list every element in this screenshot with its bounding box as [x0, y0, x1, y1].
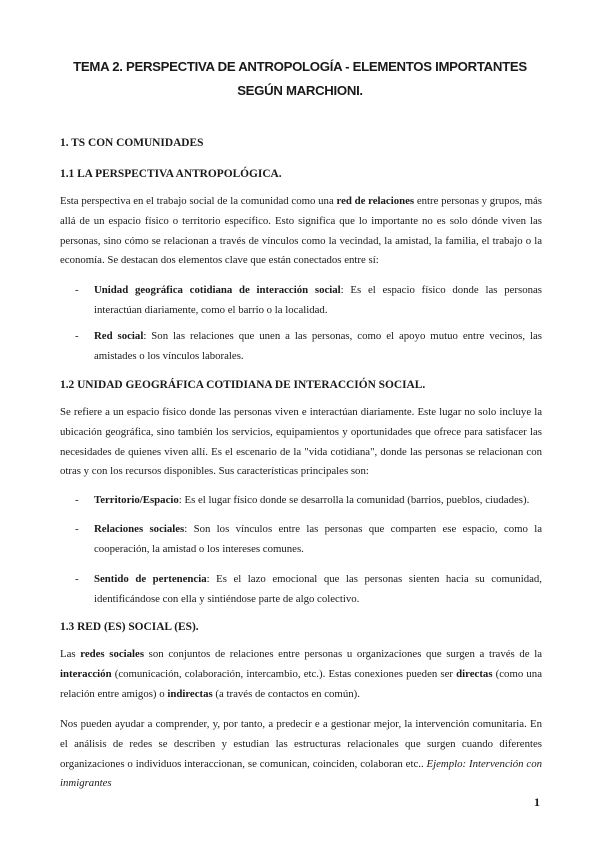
bullet-marker: -	[75, 523, 79, 535]
subsection-heading-1-2: 1.2 UNIDAD GEOGRÁFICA COTIDIANA DE INTERACCIÓN SOCIAL.	[60, 379, 426, 391]
title-line-2: SEGÚN MARCHIONI.	[237, 83, 363, 98]
subsection-heading-1-1: 1.1 LA PERSPECTIVA ANTROPOLÓGICA.	[60, 168, 282, 180]
section-heading-1: 1. TS CON COMUNIDADES	[60, 137, 204, 149]
subsection-heading-1-3: 1.3 RED (ES) SOCIAL (ES).	[60, 621, 199, 633]
page-number: 1	[534, 795, 540, 809]
bullet-item: Unidad geográfica cotidiana de interacción social: Es el espacio físico donde las personas interactúan diariamente, como el barrio o la localidad.	[94, 284, 542, 316]
bullet-marker: -	[75, 573, 79, 585]
document-title	[60, 55, 540, 103]
bullet-item: Red social: Son las relaciones que unen a las personas, como el apoyo mutuo entre vecinos, las amistades o los vínculos laborales.	[94, 330, 542, 362]
paragraph-1-3-b: Nos pueden ayudar a comprender, y, por tanto, a predecir e a gestionar mejor, la intervención comunitaria. En el análisis de redes se describen y estudian las estructuras relacionales que surgen cuando diferentes organizaciones o individuos interaccionan, se comunican, coinciden, colaboran etc.. Ejemplo: Intervención con inmigrantes	[60, 718, 543, 790]
example-note: Ejemplo: Intervención con inmigrantes	[60, 757, 543, 790]
paragraph-1-3-a: Las redes sociales son conjuntos de relaciones entre personas u organizaciones que surgen a través de la interacción (comunicación, colaboración, intercambio, etc.). Estas conexiones pueden ser directas (como una relación entre amigos) o indirectas (a través de contactos en común).	[60, 648, 542, 700]
bullet-marker: -	[75, 284, 79, 296]
paragraph-1-2: Se refiere a un espacio físico donde las personas viven e interactúan diariamente. Este lugar no solo incluye la ubicación geográfica, sino también los servicios, equipamientos y oportunidades que ofrece para satisfacer las necesidades de quienes viven allí. Es el escenario de la "vida cotidiana", donde las personas se relacionan con otras y con los recursos disponibles. Sus características principales son:	[60, 406, 542, 478]
bullet-item: Relaciones sociales: Son los vínculos entre las personas que comparten ese espacio, como la cooperación, la amistad o los intereses comunes.	[94, 523, 542, 555]
bullet-item: Sentido de pertenencia: Es el lazo emocional que las personas sienten hacia su comunidad, identificándose con ella y sintiéndose parte de algo colectivo.	[94, 573, 542, 605]
bullet-marker: -	[75, 494, 79, 506]
emphasis-red-de-relaciones: red de relaciones	[336, 195, 415, 207]
bullet-marker: -	[75, 330, 79, 342]
paragraph-1-1: Esta perspectiva en el trabajo social de la comunidad como una red de relaciones entre personas y grupos, más allá de un espacio físico o territorio específico. Esto significa que lo importante no es solo dónde viven las personas, sino cómo se relacionan a través de vínculos como la vecindad, la amistad, la familia, el trabajo o la economía. Se destacan dos elementos clave que están conectados entre sí:	[60, 195, 542, 267]
bullet-item: Territorio/Espacio: Es el lugar físico donde se desarrolla la comunidad (barrios, pueblos, ciudades).	[94, 494, 530, 506]
title-line-1: TEMA 2. PERSPECTIVA DE ANTROPOLOGÍA - ELEMENTOS IMPORTANTES	[73, 59, 527, 74]
